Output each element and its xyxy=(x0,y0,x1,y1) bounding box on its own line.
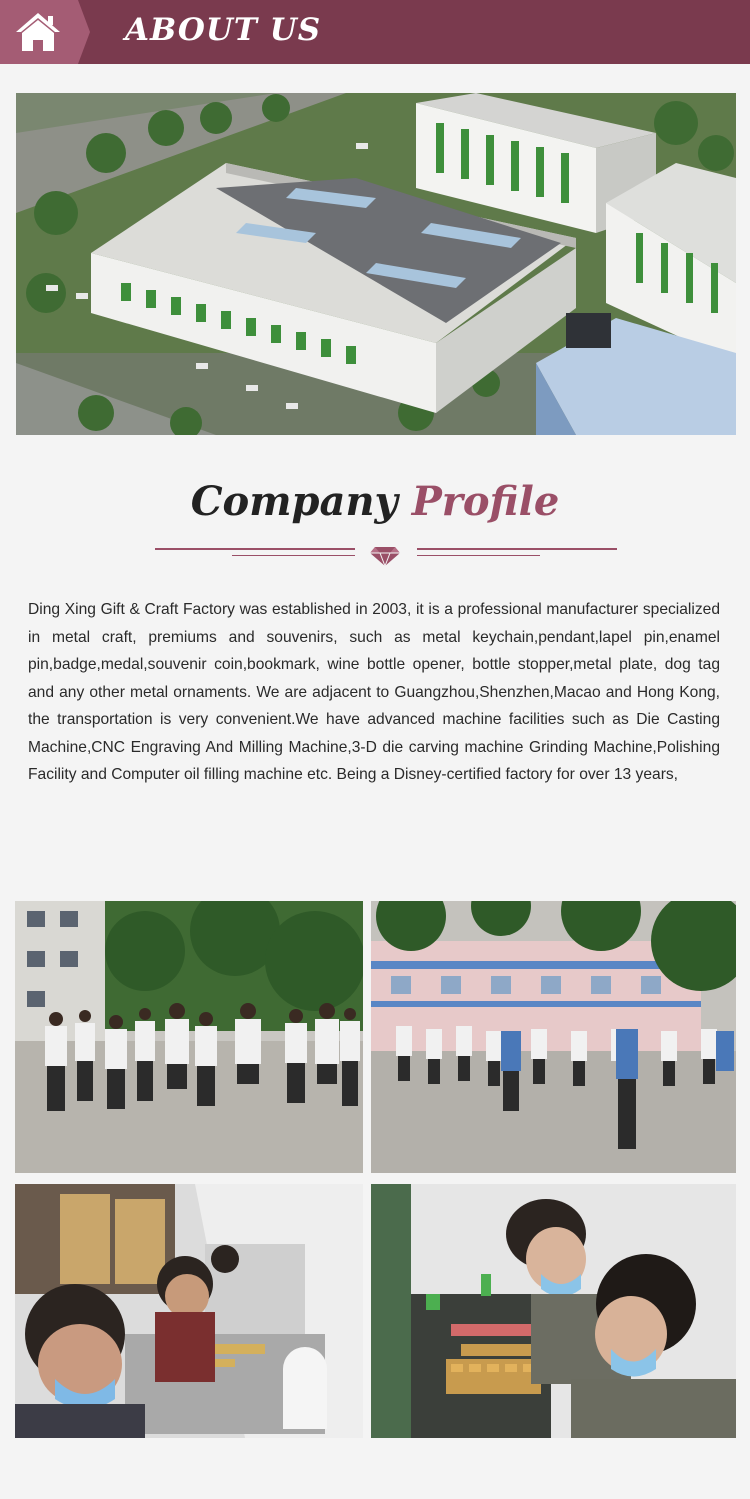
diamond-icon xyxy=(370,547,400,566)
section-heading xyxy=(0,478,750,525)
home-tab[interactable] xyxy=(0,0,90,64)
gallery-photo-oil-filling xyxy=(371,1184,736,1438)
heading-divider xyxy=(150,538,620,568)
header-bar xyxy=(0,0,750,64)
gallery-photo-staff-2 xyxy=(371,901,736,1173)
gallery-photo-production-line xyxy=(15,1184,363,1438)
gallery-photo-staff-1 xyxy=(15,901,363,1173)
heading-word-profile: Profile xyxy=(411,478,560,525)
company-description: Ding Xing Gift & Craft Factory was established in 2003, it is a professional manufacturer specialized in metal craft, premiums and souvenirs, such as metal keychain,pendant,lapel pin,enamel pin,badge,medal,souvenir coin,bookmark, wine bottle opener, bottle stopper,metal plate, dog tag and any other metal ornaments. We are adjacent to Guangzhou,Shenzhen,Macao and Hong Kong, the transportation is very convenient.We have advanced machine facilities such as Die Casting Machine,CNC Engraving And Milling Machine,3-D die carving machine Grinding Machine,Polishing Facility and Computer oil filling machine etc. Being a Disney-certified factory for over 13 years, xyxy=(28,601,720,783)
home-icon[interactable] xyxy=(13,10,63,54)
page-title: ABOUT US xyxy=(125,12,322,48)
heading-word-company: Company xyxy=(190,478,398,525)
factory-aerial-photo xyxy=(16,93,736,435)
